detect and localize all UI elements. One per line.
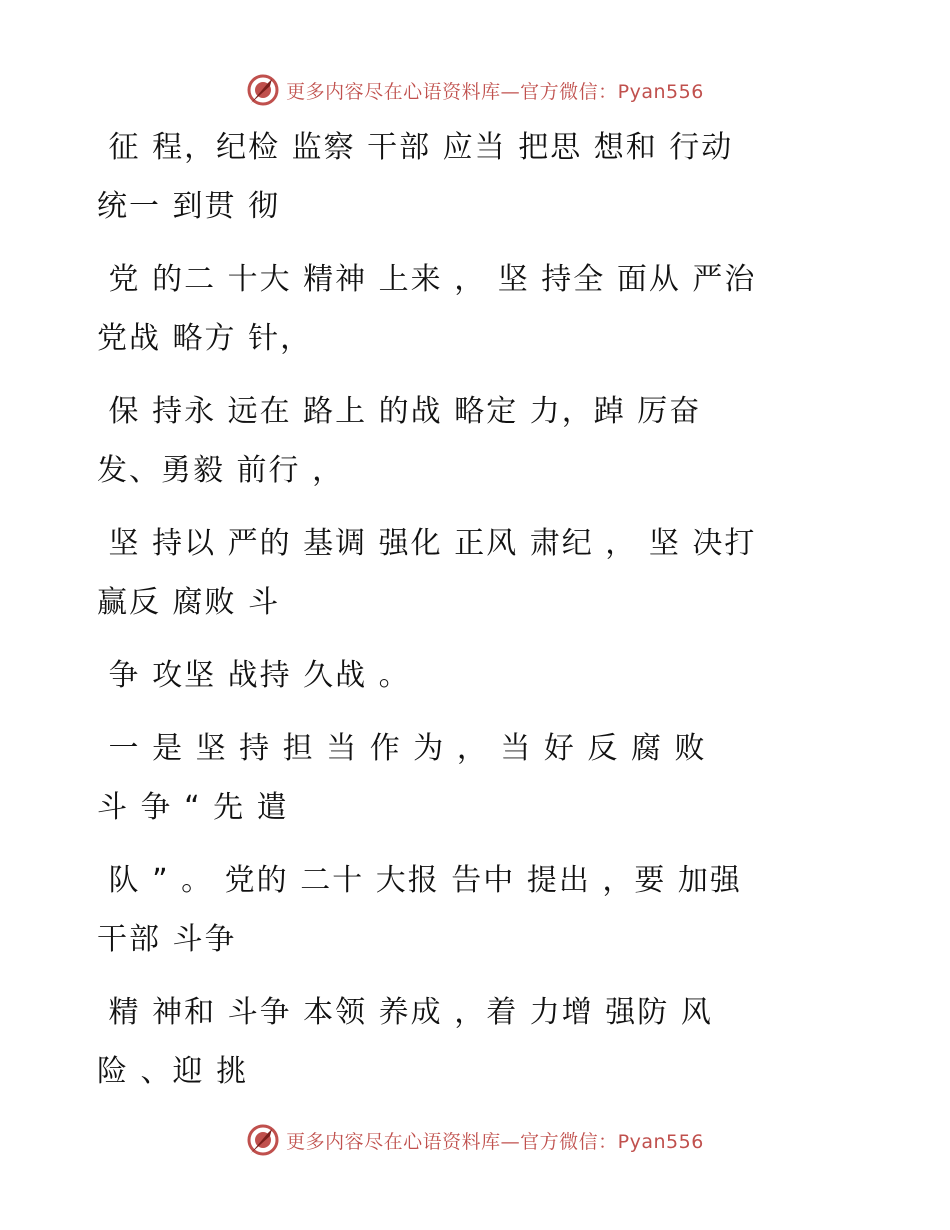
feather-pen-logo-icon [246, 1123, 280, 1157]
header-watermark [0, 70, 950, 110]
footer-watermark [0, 1120, 950, 1160]
text-line: 发、勇毅 前行 ， [97, 453, 345, 488]
text-line: 统一 到贯 彻 [97, 189, 281, 224]
paragraph [97, 514, 857, 632]
text-line: 干部 斗争 [97, 922, 237, 957]
text-line: 党 的二 十大 精神 上来 ， 坚 持全 面从 严治 [97, 262, 757, 297]
paragraph [97, 719, 857, 837]
text-line: 征 程，纪检 监察 干部 应当 把思 想和 行动 [97, 130, 734, 165]
paragraph [97, 118, 857, 236]
text-line: 争 攻坚 战持 久战 。 [97, 658, 411, 693]
text-line: 保 持永 远在 路上 的战 略定 力，踔 厉奋 [97, 394, 702, 429]
text-line: 一 是 坚 持 担 当 作 为 ， 当 好 反 腐 败 [97, 731, 707, 766]
paragraph [97, 851, 857, 969]
paragraph [97, 646, 857, 705]
text-line: 党战 略方 针， [97, 321, 313, 356]
paragraph [97, 983, 857, 1101]
watermark-text: 更多内容尽在心语资料库—官方微信：Pyan556 [286, 80, 704, 103]
document-body [97, 118, 857, 1115]
watermark-text: 更多内容尽在心语资料库—官方微信：Pyan556 [286, 1130, 704, 1153]
text-line: 坚 持以 严的 基调 强化 正风 肃纪 ， 坚 决打 [97, 526, 757, 561]
feather-pen-logo-icon [246, 73, 280, 107]
text-line: 赢反 腐败 斗 [97, 585, 281, 620]
text-line: 精 神和 斗争 本领 养成 ，着 力增 强防 风 [97, 995, 713, 1030]
text-line: 斗 争 “ 先 遣 [97, 790, 289, 825]
paragraph [97, 382, 857, 500]
text-line: 险 、迎 挑 [97, 1054, 249, 1089]
paragraph [97, 250, 857, 368]
text-line: 队 ” 。 党的 二十 大报 告中 提出 ，要 加强 [97, 863, 742, 898]
